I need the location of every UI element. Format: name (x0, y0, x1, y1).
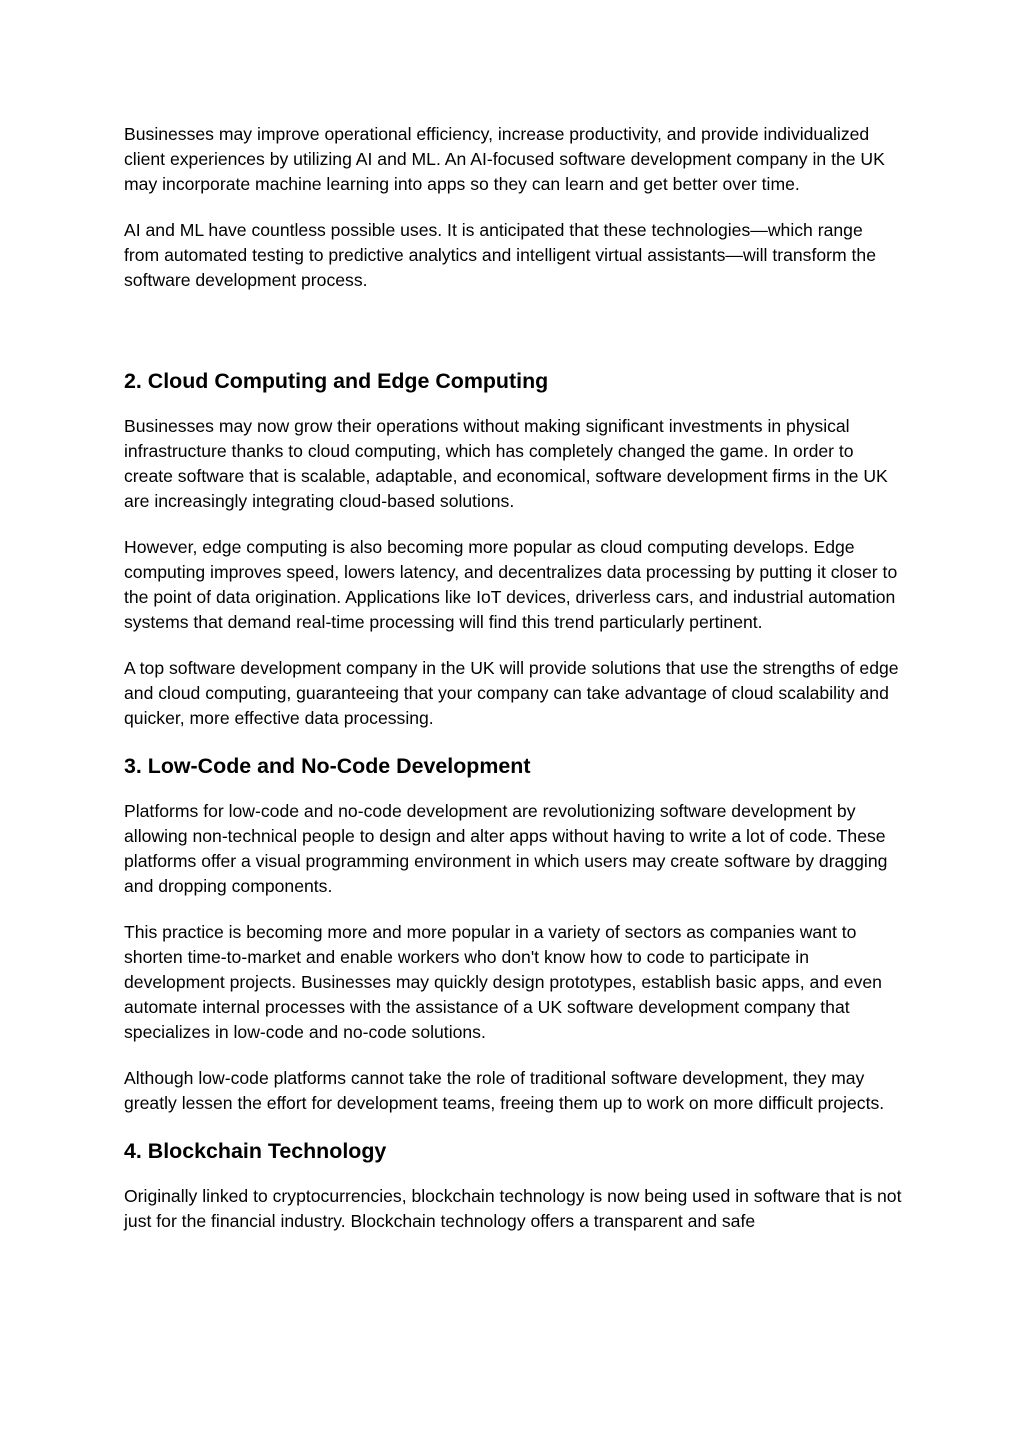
cloud-paragraph-2: However, edge computing is also becoming more popular as cloud computing develops. Edge computing improves speed, lowers latency, and decentralizes data processing by putting it closer to the point of data origination. Applications like IoT devices, driverless cars, and industrial automation systems that demand real-time processing will find this trend particularly pertinent. (124, 537, 898, 632)
section-heading-blockchain: 4. Blockchain Technology (124, 1139, 387, 1163)
document-page (124, 122, 902, 1255)
intro-paragraph-2: AI and ML have countless possible uses. It is anticipated that these technologies—which range from automated testing to predictive analytics and intelligent virtual assistants—will transform the software development process. (124, 220, 876, 290)
cloud-paragraph-3: A top software development company in the UK will provide solutions that use the strengths of edge and cloud computing, guaranteeing that your company can take advantage of cloud scalability and quicker, more effective data processing. (124, 658, 899, 728)
lowcode-paragraph-1: Platforms for low-code and no-code development are revolutionizing software development by allowing non-technical people to design and alter apps without having to write a lot of code. These platforms offer a visual programming environment in which users may create software by dragging and dropping components. (124, 801, 888, 896)
lowcode-paragraph-2: This practice is becoming more and more popular in a variety of sectors as companies want to shorten time-to-market and enable workers who don't know how to code to participate in development projects. Businesses may quickly design prototypes, establish basic apps, and even automate internal processes with the assistance of a UK software development company that specializes in low-code and no-code solutions. (124, 922, 882, 1042)
blockchain-paragraph-1: Originally linked to cryptocurrencies, blockchain technology is now being used in software that is not just for the financial industry. Blockchain technology offers a transparent and safe (124, 1186, 902, 1231)
section-spacer (124, 314, 902, 367)
intro-paragraph-1: Businesses may improve operational efficiency, increase productivity, and provide individualized client experiences by utilizing AI and ML. An AI-focused software development company in the UK may incorporate machine learning into apps so they can learn and get better over time. (124, 124, 885, 194)
section-heading-low-code: 3. Low-Code and No-Code Development (124, 754, 531, 778)
cloud-paragraph-1: Businesses may now grow their operations without making significant investments in physical infrastructure thanks to cloud computing, which has completely changed the game. In order to create software that is scalable, adaptable, and economical, software development firms in the UK are increasingly integrating cloud-based solutions. (124, 416, 888, 511)
section-heading-cloud-edge: 2. Cloud Computing and Edge Computing (124, 369, 549, 393)
lowcode-paragraph-3: Although low-code platforms cannot take the role of traditional software development, they may greatly lessen the effort for development teams, freeing them up to work on more difficult projects. (124, 1068, 885, 1113)
